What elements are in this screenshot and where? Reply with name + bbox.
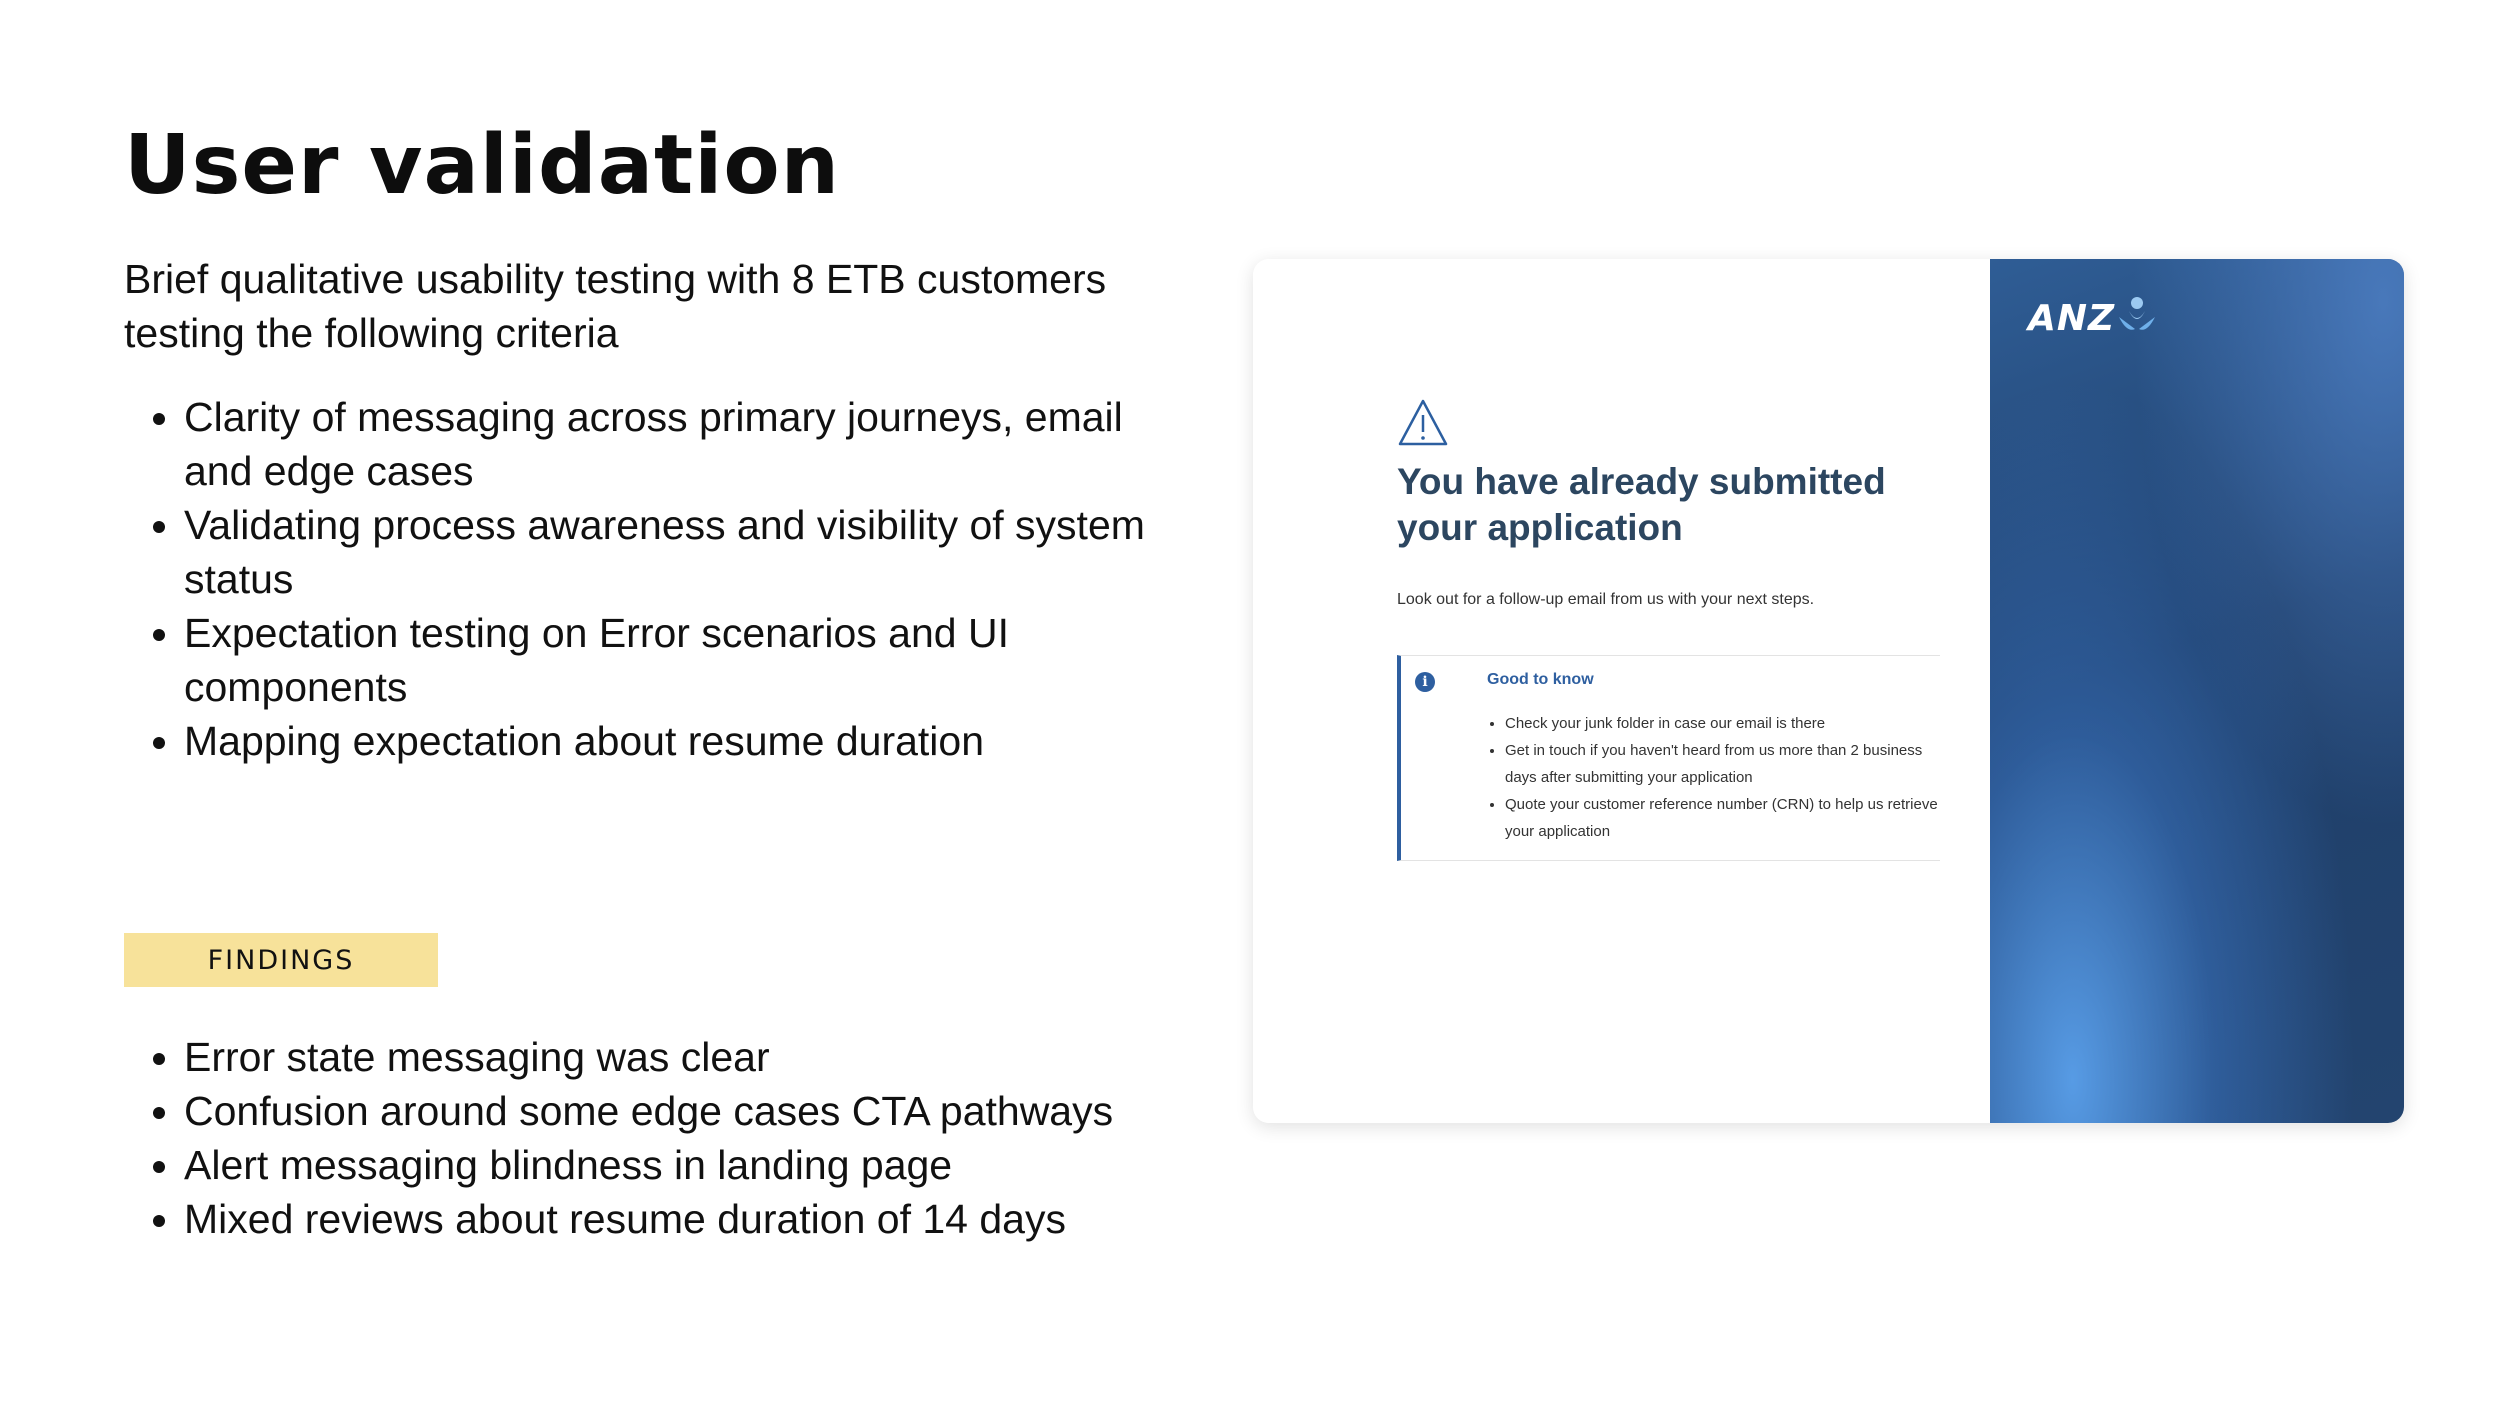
- good-to-know-panel: [1397, 655, 1940, 861]
- criteria-item: • Validating process awareness and visibility of system status: [184, 498, 1164, 606]
- warning-triangle-icon: [1397, 398, 1449, 453]
- page-title: User validation: [124, 118, 841, 213]
- criteria-item: • Expectation testing on Error scenarios and UI components: [184, 606, 1164, 714]
- good-to-know-title: Good to know: [1487, 671, 1594, 688]
- anz-figures-icon: [2115, 295, 2159, 342]
- finding-item: • Confusion around some edge cases CTA pathways: [184, 1084, 1344, 1138]
- criteria-list: [124, 390, 1164, 768]
- mockup-content-panel: [1253, 259, 1990, 1123]
- app-screenshot-mockup: [1253, 259, 2404, 1123]
- info-icon: i: [1415, 672, 1435, 692]
- findings-tag: FINDINGS: [124, 933, 438, 987]
- finding-item: • Error state messaging was clear: [184, 1030, 1344, 1084]
- criteria-item: • Mapping expectation about resume duration: [184, 714, 1164, 768]
- mockup-subtext: Look out for a follow-up email from us with your next steps.: [1397, 591, 1815, 608]
- good-to-know-item: • Quote your customer reference number (CRN) to help us retrieve your application: [1505, 791, 1945, 845]
- anz-logo: [2028, 295, 2159, 342]
- finding-item: • Mixed reviews about resume duration of 14 days: [184, 1192, 1344, 1246]
- brand-panel: [1990, 259, 2404, 1123]
- anz-logo-text: ANZ: [2028, 298, 2116, 339]
- good-to-know-list: [1487, 710, 1945, 845]
- good-to-know-item: • Check your junk folder in case our email is there: [1505, 710, 1945, 737]
- finding-item: • Alert messaging blindness in landing page: [184, 1138, 1344, 1192]
- mockup-heading: You have already submitted your application: [1397, 461, 1886, 548]
- criteria-item: • Clarity of messaging across primary journeys, email and edge cases: [184, 390, 1164, 498]
- good-to-know-item: • Get in touch if you haven't heard from us more than 2 business days after submitting your application: [1505, 737, 1945, 791]
- intro-text: Brief qualitative usability testing with 8 ETB customers testing the following criteria: [124, 256, 1107, 356]
- findings-list: [124, 1030, 1344, 1246]
